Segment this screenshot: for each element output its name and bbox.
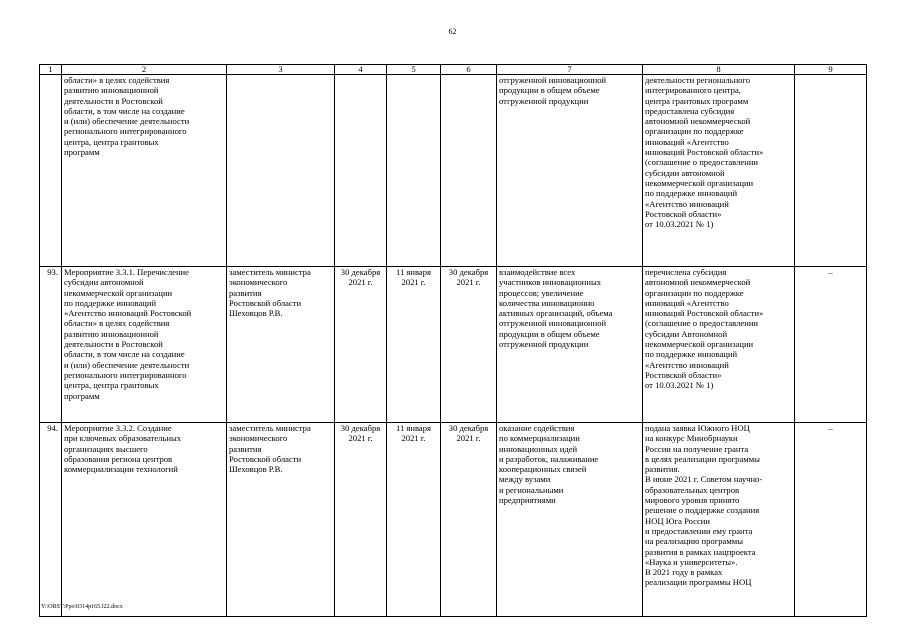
table-row: [40, 267, 867, 423]
table-row: [40, 75, 867, 267]
end-date-cell: 30 декабря 2021 г.: [441, 423, 497, 617]
expected-result-cell: взаимодействие всех участников инновационных процессов; увеличение количества инновационно активных организаций, объема отгруженной инновационной продукции в общем объеме отгруженной продукции: [497, 267, 643, 423]
table-row: [40, 423, 867, 617]
actual-result-cell: подана заявка Южного НОЦ на конкурс Минобрнауки России на получение гранта в целях реализации программы развития. В июне 2021 г. Советом научно- образовательных центров мирового уровня принято решение о поддержке создания НОЦ Юга России и предоставлении ему гранта на реализацию программы развития в рамках нацпроекта «Наука и университеты». В 2021 году в рамках реализации программы НОЦ: [643, 423, 795, 617]
notes-cell: –: [795, 267, 867, 423]
end-date-cell: [441, 75, 497, 267]
row-number: [40, 75, 62, 267]
page-number: 62: [448, 27, 457, 36]
expected-result-cell: отгруженной инновационной продукции в общем объеме отгруженной продукции: [497, 75, 643, 267]
expected-result-cell: оказание содействия по коммерциализации инновационных идей и разработок, налаживание кооперационных связей между вузами и региональными предприятиями: [497, 423, 643, 617]
start-date-cell: 11 января 2021 г.: [387, 267, 441, 423]
responsible-cell: заместитель министра экономического развития Ростовской области Шеховцов Р.В.: [227, 423, 335, 617]
actual-result-cell: перечислена субсидия автономной некоммерческой организации по поддержке инноваций «Агентство инноваций Ростовской области» (соглашение о предоставлении субсидии Автономной некоммерческой организации по поддержке инноваций «Агентство инноваций Ростовской области» от 10.03.2021 № 1): [643, 267, 795, 423]
column-number: 3: [227, 65, 335, 75]
responsible-cell: [227, 75, 335, 267]
column-number-row: [40, 65, 867, 75]
planned-date-cell: 30 декабря 2021 г.: [335, 423, 387, 617]
column-number: 8: [643, 65, 795, 75]
event-cell: Мероприятие 3.3.2. Создание при ключевых образовательных организациях высшего образования региона центров коммерциализации технологий: [62, 423, 227, 617]
row-number: 93.: [40, 267, 62, 423]
column-number: 5: [387, 65, 441, 75]
start-date-cell: [387, 75, 441, 267]
end-date-cell: 30 декабря 2021 г.: [441, 267, 497, 423]
notes-cell: –: [795, 423, 867, 617]
column-number: 4: [335, 65, 387, 75]
notes-cell: [795, 75, 867, 267]
column-number: 7: [497, 65, 643, 75]
column-number: 2: [62, 65, 227, 75]
report-table: [39, 64, 867, 617]
column-number: 6: [441, 65, 497, 75]
actual-result-cell: деятельности регионального интегрированного центра, центра грантовых программ предоставлена субсидия автономной некоммерческой организации по поддержке инноваций «Агентство инноваций Ростовской области» (соглашение о предоставлении субсидии автономной некоммерческой организации по поддержке инноваций «Агентство инноваций Ростовской области» от 10.03.2021 № 1): [643, 75, 795, 267]
event-cell: области» в целях содействия развитию инновационной деятельности в Ростовской области, в том числе на создание и (или) обеспечение деятельности регионального интегрированного центра, центра грантовых программ: [62, 75, 227, 267]
start-date-cell: 11 января 2021 г.: [387, 423, 441, 617]
responsible-cell: заместитель министра экономического развития Ростовской области Шеховцов Р.В.: [227, 267, 335, 423]
event-cell: Мероприятие 3.3.1. Перечисление субсидии автономной некоммерческой организации по поддержке инноваций «Агентство инноваций Ростовской области» в целях содействия развитию инновационной деятельности в Ростовской области, в том числе на создание и (или) обеспечение деятельности регионального интегрированного центра, центра грантовых программ: [62, 267, 227, 423]
file-path-footer: Y:\ORST\Ppo\0314p165.f22.docx: [41, 604, 123, 610]
row-number: 94.: [40, 423, 62, 617]
planned-date-cell: 30 декабря 2021 г.: [335, 267, 387, 423]
planned-date-cell: [335, 75, 387, 267]
column-number: 9: [795, 65, 867, 75]
column-number: 1: [40, 65, 62, 75]
